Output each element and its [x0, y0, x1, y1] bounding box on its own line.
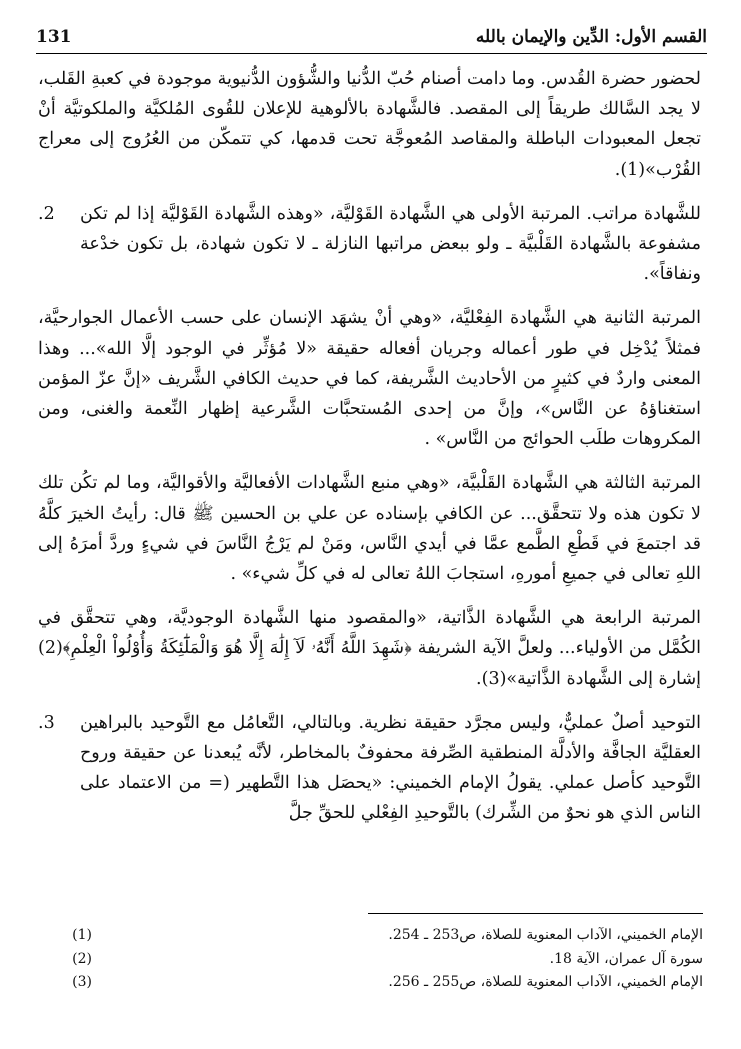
footnote: [60, 948, 703, 972]
running-title: القسم الأول: الدِّين والإيمان بالله: [475, 27, 707, 47]
footnote: [60, 924, 703, 948]
item-text: التوحيد أصلٌ عمليٌّ، وليس مجرَّد حقيقة نظرية. وبالتالي، التَّعامُل مع التَّوحيد بالبراهين العقليَّة الجافَّة والأدلَّة المنطقية الصِّرفة محفوفٌ بالمخاطر، لأنَّه يُبعدنا عن حقيقة وروح التَّوحيد كأصل عملي. يقولُ الإمام الخميني: «يحصَل هذا التَّطهير (= من الاعتماد على الناس الذي هو نحوٌ من الشِّرك) بالتَّوحيدِ الفِعْلي للحقِّ جلَّ: [80, 712, 701, 824]
paragraph-5: المرتبة الرابعة هي الشَّهادة الذَّاتية، «والمقصود منها الشَّهادة الوجوديَّة، وهي تتحقَّق في الكُمَّل من الأولياء... ولعلَّ الآية الشريفة ﴿شَهِدَ اللَّهُ أَنَّهُۥ لَآ إِلَٰهَ إِلَّا هُوَ وَالْمَلَٰٓئِكَةُ وَأُوْلُواْ الْعِلْمِ﴾(2) إشارة إلى الشَّهادة الذَّاتية»(3).: [38, 608, 701, 689]
footnote-number: (2): [72, 950, 92, 967]
footnote-text: سورة آل عمران، الآية 18.: [549, 950, 703, 967]
paragraph-3: المرتبة الثانية هي الشَّهادة الفِعْليَّة، «وهي أنْ يشهَد الإنسان على حسب الأعمال الجوارحيَّة، فمثلاً يُدْخِل في طور أعماله وجريان أفعاله حقيقة «لا مُؤثِّر في الوجود إلَّا الله»... وهذا المعنى واردٌ في كثيرٍ من الأحاديث الشَّريفة، كما في حديث الكافي الشَّريف «إنَّ عزّ المؤمن استغناؤهُ عن النَّاس»، وإنَّ من إحدى المُستحبَّات الشَّرعية إظهار النِّعمة والغنى، ومن المكروهات طلَب الحوائج من النَّاس» .: [38, 308, 701, 450]
footnote-number: (1): [72, 927, 92, 943]
item-number: .3: [38, 712, 55, 733]
footnotes: [60, 924, 703, 995]
main-text: [38, 64, 701, 843]
footnote-number: (3): [72, 974, 92, 990]
footnote-text: الإمام الخميني، الآداب المعنوية للصلاة، ص255 ـ 256.: [388, 974, 703, 990]
footnote: [60, 971, 703, 995]
header-divider: [36, 53, 707, 54]
numbered-item-2: [38, 199, 701, 290]
item-number: .2: [38, 203, 55, 224]
footnote-text: الإمام الخميني، الآداب المعنوية للصلاة، ص253 ـ 254.: [388, 927, 703, 943]
paragraph-4: المرتبة الثالثة هي الشَّهادة القَلْبيَّة، «وهي منبع الشَّهادات الأفعاليَّة والأقواليَّة، وما لم تكُن تلك لا تكون هذه ولا تتحقَّق... عن الكافي بإسناده عن علي بن الحسين ﷺ قال: رأيتُ الخيرَ كلَّهُ قد اجتمعَ في قَطْعِ الطَّمع عمَّا في أيدي النَّاس، ومَنْ لم يَرْجُ النَّاسَ في شيءٍ وردَّ أمرَهُ إلى اللهِ تعالى في جميعِ أمورهِ، استجابَ اللهُ تعالى له في كلِّ شيء» .: [38, 473, 701, 585]
numbered-item-3: [38, 708, 701, 829]
page-header: [36, 22, 707, 52]
item-text: للشَّهادة مراتب. المرتبة الأولى هي الشَّهادة القَوْليَّة، «وهذه الشَّهادة القَوْليَّة إذا لم تكن مشفوعة بالشَّهادة القَلْبيَّة ـ ولو ببعض مراتبها النازلة ـ لا تكون شهادة، بل تكون خدْعة ونفاقاً».: [80, 203, 701, 285]
page-number: 131: [36, 27, 72, 47]
footnote-divider: [368, 913, 703, 914]
paragraph-1: لحضور حضرة القُدس. وما دامت أصنام حُبّ الدُّنيا والشُّؤون الدُّنيوية موجودة في كعبةِ القَلب، لا يجد السَّالك طريقاً إلى المقصد. فالشَّهادة بالألوهية للإعلان للقُوى المُلكيَّة والملكوتيَّة أنْ تجعل المعبودات الباطلة والمقاصد المُعوجَّة تحت قدمها، كي تتمكّن من العُرُوج إلى معراج القُرْب»(1).: [38, 69, 701, 180]
